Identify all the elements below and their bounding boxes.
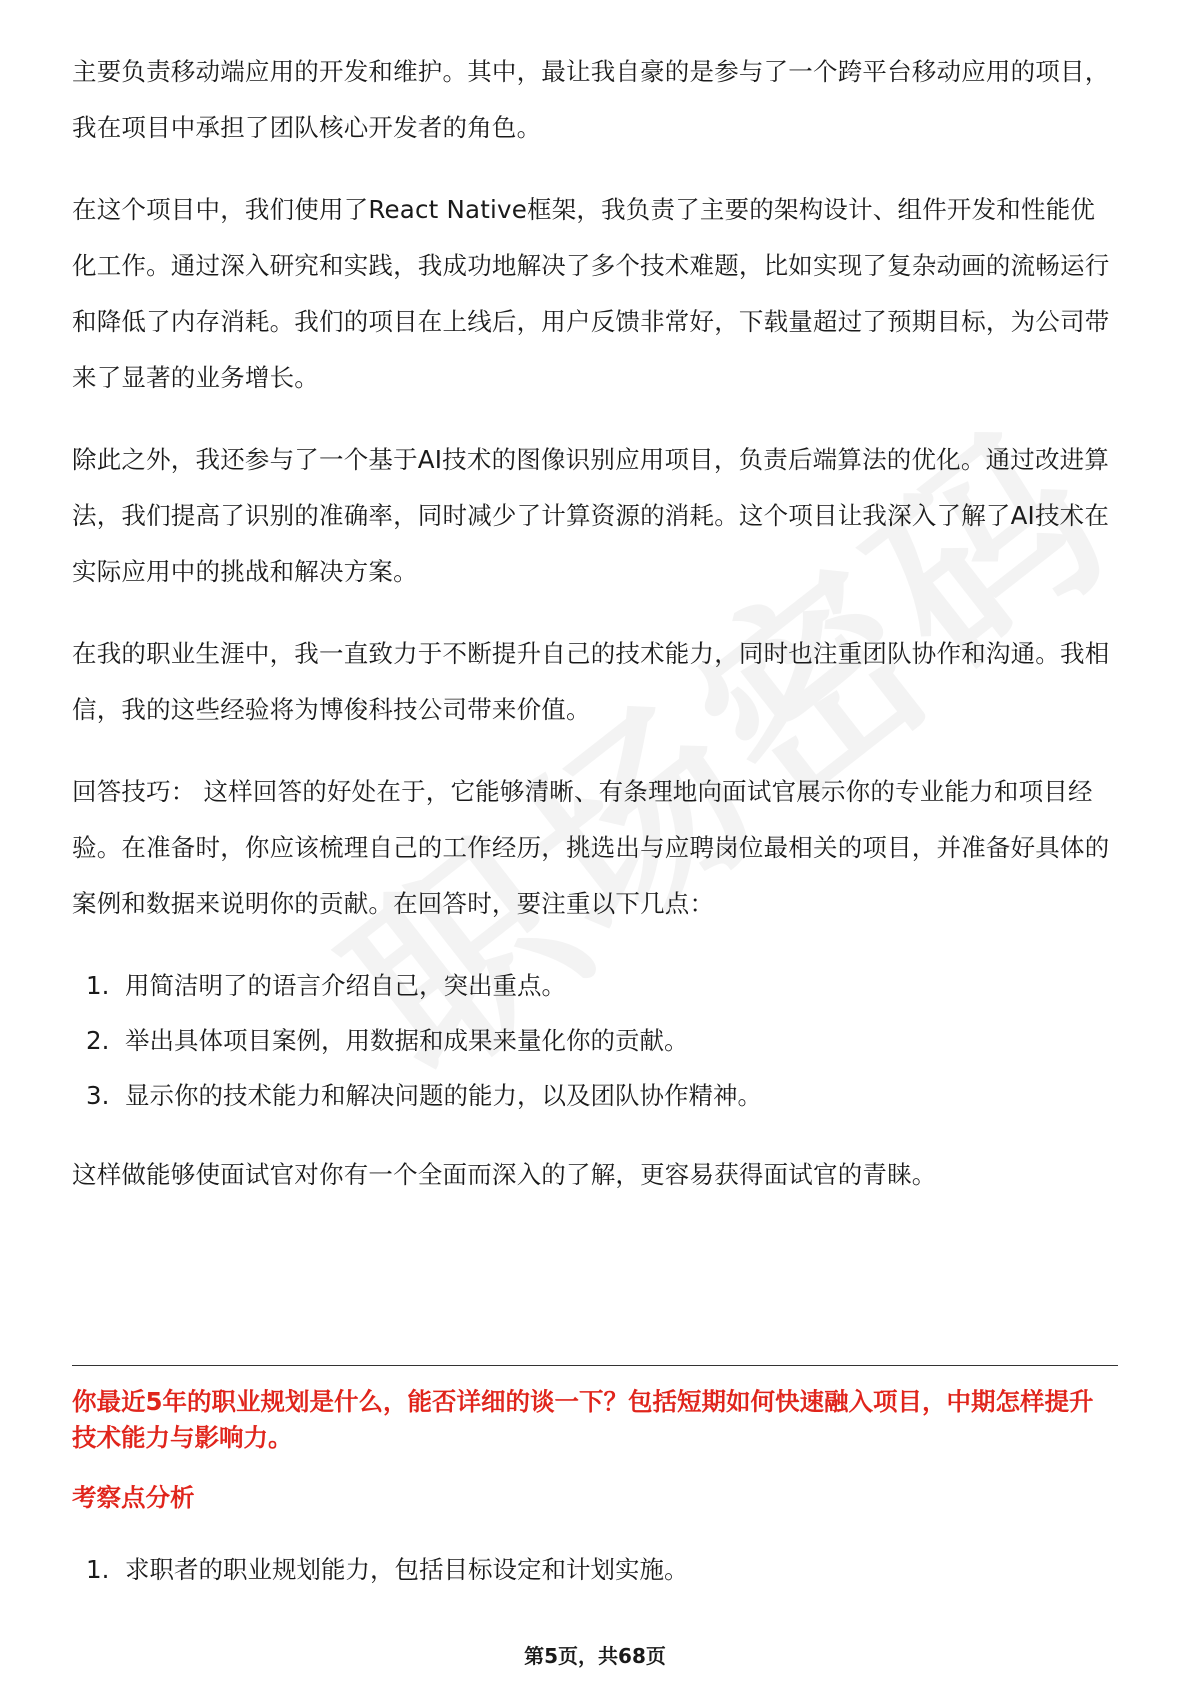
body-content xyxy=(72,44,1118,1229)
list-number: 3. xyxy=(86,1081,110,1110)
paragraph: 除此之外，我还参与了一个基于AI技术的图像识别应用项目，负责后端算法的优化。通过改进算法，我们提高了识别的准确率，同时减少了计算资源的消耗。这个项目让我深入了解了AI技术在实际应用中的挑战和解决方案。 xyxy=(72,445,1110,586)
section-divider xyxy=(72,1365,1118,1366)
question-heading: 你最近5年的职业规划是什么，能否详细的谈一下？包括短期如何快速融入项目，中期怎样提升技术能力与影响力。 xyxy=(72,1387,1094,1452)
list-number: 1. xyxy=(86,1555,110,1584)
list-item-text: 显示你的技术能力和解决问题的能力，以及团队协作精神。 xyxy=(125,1081,762,1110)
tips-list xyxy=(72,958,1118,1123)
list-item xyxy=(72,1068,1118,1123)
paragraph: 在我的职业生涯中，我一直致力于不断提升自己的技术能力，同时也注重团队协作和沟通。我相信，我的这些经验将为博俊科技公司带来价值。 xyxy=(72,639,1110,724)
closing-paragraph: 这样做能够使面试官对你有一个全面而深入的了解，更容易获得面试官的青睐。 xyxy=(72,1160,937,1189)
page-footer: 第5页，共68页 xyxy=(524,1644,666,1668)
list-item-text: 求职者的职业规划能力，包括目标设定和计划实施。 xyxy=(125,1555,689,1584)
paragraph: 主要负责移动端应用的开发和维护。其中，最让我自豪的是参与了一个跨平台移动应用的项目，我在项目中承担了团队核心开发者的角色。 xyxy=(72,57,1110,142)
next-question-section xyxy=(72,1384,1118,1621)
analysis-list xyxy=(72,1542,1118,1597)
list-number: 1. xyxy=(86,971,110,1000)
list-item-text: 举出具体项目案例，用数据和成果来量化你的贡献。 xyxy=(125,1026,689,1055)
list-number: 2. xyxy=(86,1026,110,1055)
list-item xyxy=(72,958,1118,1013)
paragraph: 在这个项目中，我们使用了React Native框架，我负责了主要的架构设计、组件开发和性能优化工作。通过深入研究和实践，我成功地解决了多个技术难题，比如实现了复杂动画的流畅运行和降低了内存消耗。我们的项目在上线后，用户反馈非常好，下载量超过了预期目标，为公司带来了显著的业务增长。 xyxy=(72,195,1110,392)
list-item xyxy=(72,1542,1118,1597)
analysis-heading: 考察点分析 xyxy=(72,1483,195,1512)
list-item xyxy=(72,1013,1118,1068)
answer-tips-paragraph: 回答技巧： 这样回答的好处在于，它能够清晰、有条理地向面试官展示你的专业能力和项目经验。在准备时，你应该梳理自己的工作经历，挑选出与应聘岗位最相关的项目，并准备好具体的案例和数据来说明你的贡献。在回答时，要注重以下几点： xyxy=(72,777,1110,918)
list-item-text: 用简洁明了的语言介绍自己，突出重点。 xyxy=(125,971,566,1000)
